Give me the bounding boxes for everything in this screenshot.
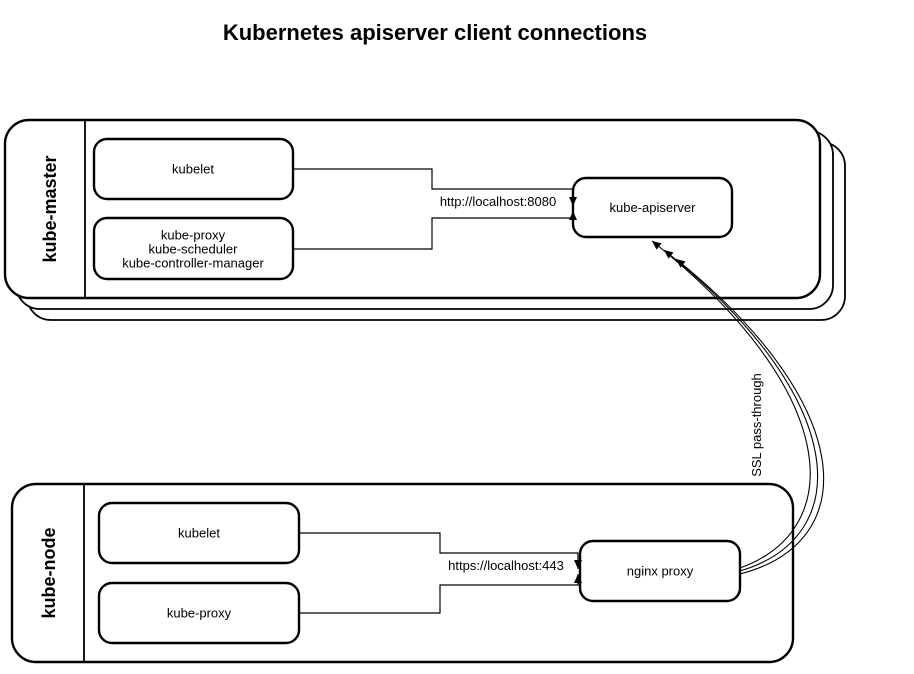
master-services-label-1: kube-proxy <box>160 227 226 243</box>
master-services-label-3: kube-controller-manager <box>122 255 264 271</box>
kube-node-group <box>12 484 793 662</box>
ssl-passthrough-label: SSL pass-through <box>749 373 764 477</box>
kube-apiserver-label: kube-apiserver <box>609 200 696 215</box>
master-kubelet-label: kubelet <box>172 161 214 177</box>
master-services-label-2: kube-scheduler <box>148 241 238 257</box>
kube-master-group <box>5 120 845 320</box>
diagram-title: Kubernetes apiserver client connections <box>222 20 648 45</box>
edge-label-http-8080: http://localhost:8080 <box>439 194 557 209</box>
kube-master-label: kube-master <box>40 155 60 263</box>
node-kube-proxy-label: kube-proxy <box>166 605 232 621</box>
node-kubelet-label: kubelet <box>178 525 220 541</box>
edge-label-https-443: https://localhost:443 <box>448 558 564 573</box>
kube-node-label: kube-node <box>39 527 59 619</box>
nginx-proxy-label: nginx proxy <box>626 563 694 579</box>
